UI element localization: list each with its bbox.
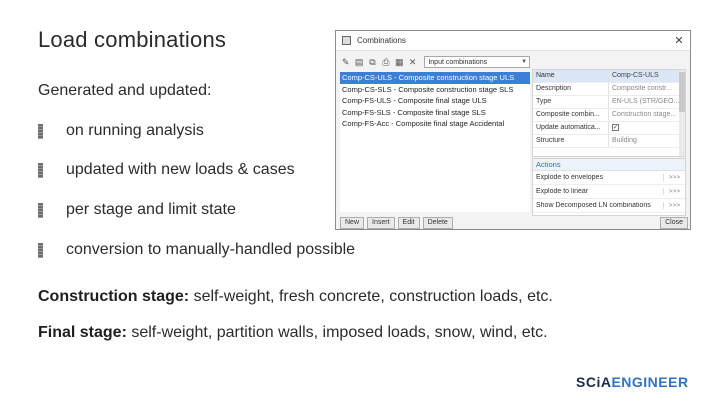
- logo-engineer: ENGINEER: [611, 374, 689, 390]
- final-stage-text: self-weight, partition walls, imposed loads, snow, wind, etc.: [126, 324, 548, 341]
- copy-icon[interactable]: ⧉: [369, 56, 376, 67]
- properties-scrollbar[interactable]: [679, 70, 685, 156]
- property-row[interactable]: [533, 135, 685, 148]
- delete-button[interactable]: Delete: [423, 217, 453, 229]
- action-label: Explode to linear: [536, 188, 589, 195]
- construction-stage-paragraph: [38, 288, 553, 306]
- action-row[interactable]: [533, 171, 685, 185]
- scrollbar-thumb[interactable]: [679, 72, 685, 112]
- list-item[interactable]: Comp-FS-SLS - Composite final stage SLS: [342, 107, 486, 117]
- dialog-title: Combinations: [357, 36, 406, 45]
- slide-subtitle: Generated and updated:: [38, 82, 212, 99]
- dialog-toolbar: [340, 54, 530, 70]
- action-label: Explode to envelopes: [536, 174, 603, 181]
- final-stage-paragraph: [38, 324, 548, 342]
- property-value[interactable]: Construction stage...: [612, 111, 677, 118]
- property-key: Update automatica...: [533, 122, 609, 134]
- bullet-item: [38, 119, 204, 143]
- action-run-button[interactable]: >>>: [663, 174, 685, 181]
- property-value[interactable]: Building: [612, 137, 637, 144]
- scia-engineer-logo: [576, 374, 689, 390]
- construction-stage-label: Construction stage:: [38, 288, 190, 305]
- combinations-list: [340, 72, 530, 212]
- property-key: Structure: [533, 135, 609, 147]
- property-key: Composite combin...: [533, 109, 609, 121]
- library-dropdown-value: Input combinations: [428, 58, 488, 66]
- new-button[interactable]: New: [340, 217, 364, 229]
- property-row[interactable]: [533, 83, 685, 96]
- construction-stage-text: self-weight, fresh concrete, construction loads, etc.: [189, 288, 553, 305]
- list-item[interactable]: Comp-CS-ULS - Composite construction stage ULS: [340, 72, 530, 84]
- edit-button[interactable]: Edit: [398, 217, 420, 229]
- property-row[interactable]: [533, 96, 685, 109]
- actions-header: Actions: [533, 159, 685, 171]
- property-row[interactable]: [533, 122, 685, 135]
- bullet-marker-icon: [38, 124, 43, 139]
- final-stage-label: Final stage:: [38, 324, 127, 341]
- actions-panel: [532, 158, 686, 216]
- insert-button[interactable]: Insert: [367, 217, 395, 229]
- bullet-text: per stage and limit state: [66, 201, 236, 218]
- property-row[interactable]: [533, 109, 685, 122]
- bullet-text: updated with new loads & cases: [66, 161, 295, 178]
- bullet-marker-icon: [38, 243, 43, 258]
- checkmark-icon: ✓: [613, 125, 619, 131]
- property-value[interactable]: EN-ULS (STR/GEO...: [612, 98, 680, 105]
- library-dropdown[interactable]: [424, 56, 530, 68]
- action-label: Show Decomposed LN combinations: [536, 202, 651, 209]
- dialog-button-bar: [340, 217, 688, 229]
- property-key: Description: [533, 83, 609, 95]
- action-run-button[interactable]: >>>: [663, 202, 685, 209]
- table-icon[interactable]: ▦: [395, 56, 404, 67]
- bullet-item: [38, 238, 355, 262]
- property-key: Type: [533, 96, 609, 108]
- dialog-titlebar: [336, 31, 690, 51]
- properties-panel: [532, 69, 686, 157]
- property-value[interactable]: Composite constr...: [612, 85, 672, 92]
- window-app-icon: [342, 36, 351, 45]
- close-button[interactable]: Close: [660, 217, 688, 229]
- list-item[interactable]: Comp-FS-Acc - Composite final stage Accidental: [342, 119, 505, 128]
- property-value[interactable]: Comp-CS-ULS: [609, 70, 685, 82]
- print-icon[interactable]: ⎙: [382, 56, 390, 67]
- action-row[interactable]: [533, 185, 685, 199]
- bullet-marker-icon: [38, 203, 43, 218]
- combinations-dialog: [335, 30, 691, 230]
- filter-icon[interactable]: ▤: [354, 56, 364, 67]
- bullet-marker-icon: [38, 163, 43, 178]
- action-run-button[interactable]: >>>: [663, 188, 685, 195]
- list-item[interactable]: Comp-FS-ULS - Composite final stage ULS: [342, 96, 487, 105]
- update-automatically-checkbox[interactable]: [609, 122, 685, 134]
- bullet-item: [38, 198, 236, 222]
- logo-scia: SCiA: [576, 374, 612, 390]
- edit-icon[interactable]: ✎: [341, 56, 350, 67]
- close-icon[interactable]: ✕: [674, 35, 684, 47]
- bullet-text: on running analysis: [66, 122, 204, 139]
- property-key: Name: [533, 70, 609, 82]
- bullet-item: [38, 158, 295, 182]
- slide-title: Load combinations: [38, 27, 227, 52]
- delete-icon[interactable]: ✕: [408, 56, 417, 67]
- bullet-text: conversion to manually-handled possible: [66, 241, 356, 258]
- action-row[interactable]: [533, 199, 685, 213]
- chevron-down-icon: ▼: [521, 59, 528, 65]
- property-row[interactable]: [533, 70, 685, 83]
- list-item[interactable]: Comp-CS-SLS - Composite construction stage SLS: [342, 84, 514, 94]
